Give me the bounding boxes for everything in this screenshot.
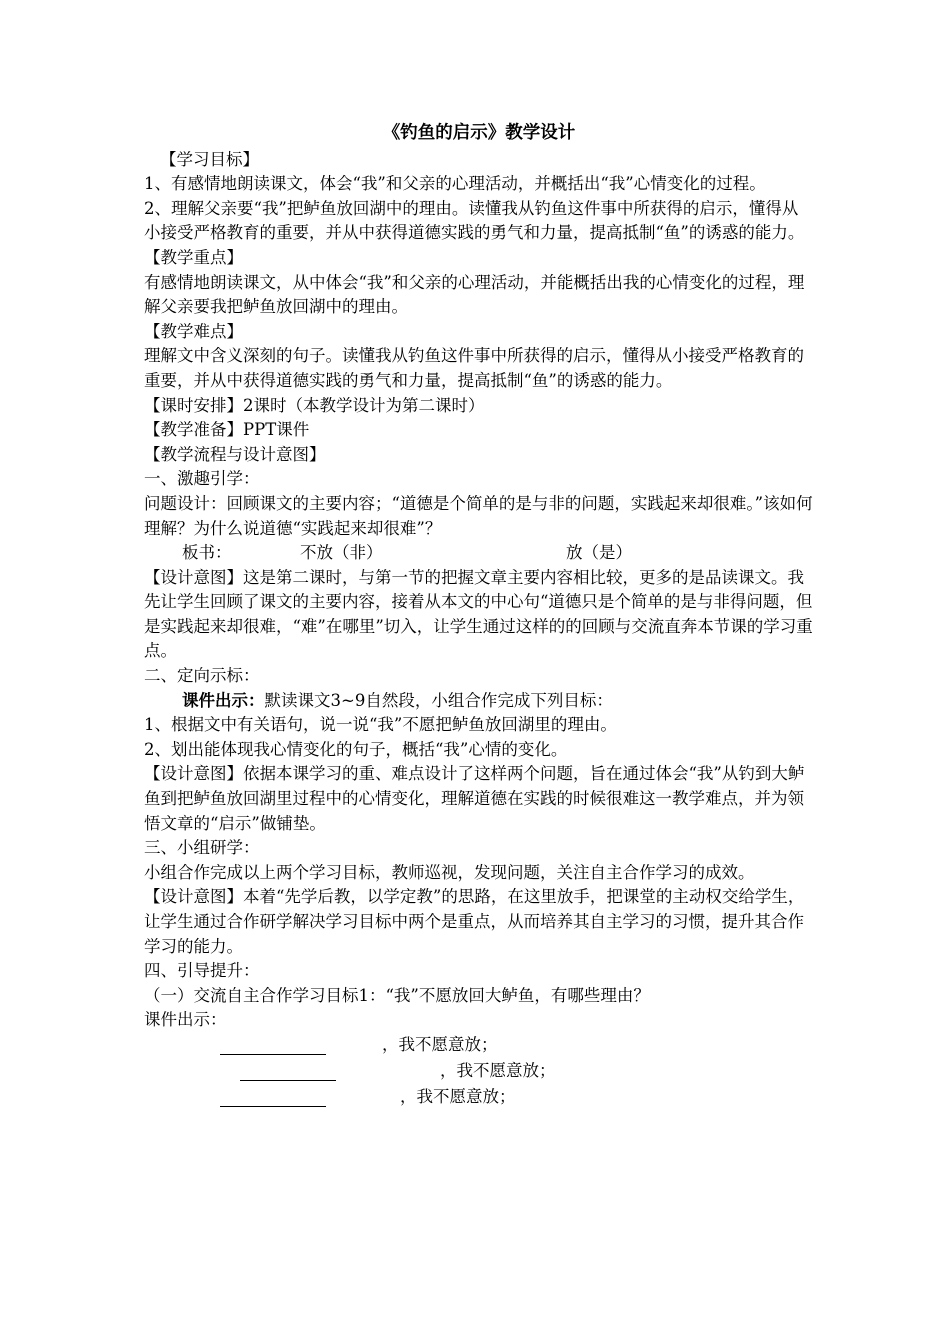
section-2-goal-2: 2、划出能体现我心情变化的句子，概括“我”心情的变化。: [144, 739, 568, 759]
preparation-line: 【教学准备】PPT课件: [144, 420, 310, 440]
process-heading: 【教学流程与设计意图】: [144, 444, 326, 464]
section-1-question: 问题设计：回顾课文的主要内容；“道德是个简单的是与非的问题，实践起来却很难。”该如何理解？为什么说道德“实践起来却很难”？: [144, 493, 813, 538]
fill-blank-row-1: [144, 1033, 814, 1059]
objectives-heading: 【学习目标】: [160, 149, 259, 169]
courseware-text: 默读课文3~9自然段，小组合作完成下列目标：: [264, 690, 613, 710]
document-body: [144, 121, 814, 1111]
section-3-heading: 三、小组研学：: [144, 838, 260, 858]
section-2-intent: 【设计意图】依据本课学习的重、难点设计了这样两个问题，旨在通过体会“我”从钓到大鲈鱼到把鲈鱼放回湖里过程中的心情变化，理解道德在实践的时候很难这一教学难点，并为领悟文章的“启示”做铺垫。: [144, 764, 805, 833]
section-2-courseware: [144, 689, 814, 714]
fill-blank-row-3: [144, 1085, 814, 1111]
difficulties-text: 理解文中含义深刻的句子。读懂我从钓鱼这件事中所获得的启示，懂得从小接受严格教育的重要，并从中获得道德实践的勇气和力量，提高抵制“鱼”的诱惑的能力。: [144, 346, 804, 390]
blackboard-line: [144, 541, 814, 566]
section-3-intent: 【设计意图】本着“先学后教，以学定教”的思路，在这里放手，把课堂的主动权交给学生，让学生通过合作研学解决学习目标中两个是重点，从而培养其自主学习的习惯，提升其合作学习的能力。: [144, 887, 805, 956]
section-4-courseware: 课件出示：: [144, 1010, 227, 1030]
difficulties-heading: 【教学难点】: [144, 321, 243, 341]
courseware-label: 课件出示：: [182, 690, 265, 710]
fill-blank-text: ，我不愿意放；: [382, 1034, 498, 1054]
board-label: 板书：: [182, 543, 232, 563]
blank-line: [220, 1036, 326, 1055]
section-1-intent: 【设计意图】这是第二课时，与第一节的把握文章主要内容相比较，更多的是品读课文。我先让学生回顾了课文的主要内容，接着从本文的中心句“道德只是个简单的是与非得问题，但是实践起来却很难，“难”在哪里”切入，让学生通过这样的的回顾与交流直奔本节课的学习重点。: [144, 567, 813, 661]
board-left: 不放（非）: [300, 543, 383, 563]
schedule-line: 【课时安排】2课时（本教学设计为第二课时）: [144, 395, 485, 415]
fill-blank-row-2: [144, 1059, 814, 1085]
document-title: 《钓鱼的启示》教学设计: [382, 123, 576, 143]
blank-line: [240, 1062, 336, 1081]
blank-line: [220, 1088, 326, 1107]
fill-blank-text: ，我不愿意放；: [440, 1060, 556, 1080]
section-4-heading: 四、引导提升：: [144, 961, 260, 981]
section-1-heading: 一、激趣引学：: [144, 469, 260, 489]
section-2-goal-1: 1、根据文中有关语句，说一说“我”不愿把鲈鱼放回湖里的理由。: [144, 715, 617, 735]
objective-2: 2、理解父亲要“我”把鲈鱼放回湖中的理由。读懂我从钓鱼这件事中所获得的启示，懂得从小接受严格教育的重要，并从中获得道德实践的勇气和力量，提高抵制“鱼”的诱惑的能力。: [144, 198, 805, 243]
key-points-heading: 【教学重点】: [144, 247, 243, 267]
objective-1: 1、有感情地朗读课文，体会“我”和父亲的心理活动，并概括出“我”心情变化的过程。: [144, 174, 766, 194]
section-3-text: 小组合作完成以上两个学习目标，教师巡视，发现问题，关注自主合作学习的成效。: [144, 862, 755, 882]
fill-blank-text: ，我不愿意放；: [400, 1086, 516, 1106]
section-2-heading: 二、定向示标：: [144, 666, 260, 686]
section-4-sub-1: （一）交流自主合作学习目标1：“我”不愿放回大鲈鱼，有哪些理由？: [144, 985, 650, 1005]
key-points-text: 有感情地朗读课文，从中体会“我”和父亲的心理活动，并能概括出我的心情变化的过程，理解父亲要我把鲈鱼放回湖中的理由。: [144, 272, 805, 317]
board-right: 放（是）: [566, 543, 632, 563]
